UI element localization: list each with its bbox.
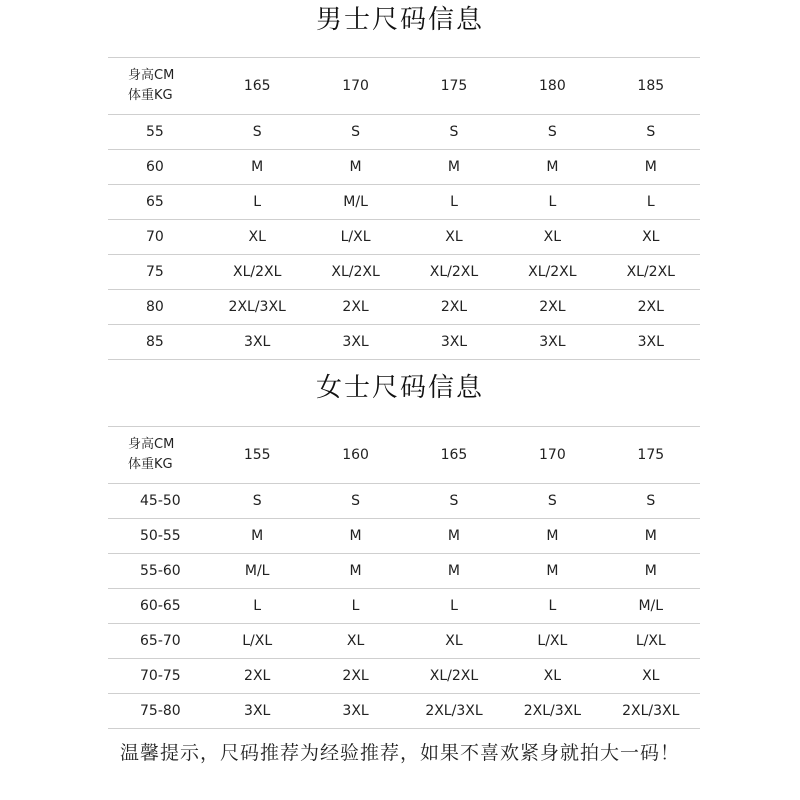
size-cell: S [602,484,700,519]
height-header: 165 [405,427,503,484]
size-cell: L [602,185,700,220]
height-header: 175 [405,58,503,115]
size-tip-text: 温馨提示，尺码推荐为经验推荐，如果不喜欢紧身就拍大一码！ [119,742,680,764]
size-cell: M [405,519,503,554]
weight-kg-label: 体重KG [128,457,173,472]
size-cell: L/XL [602,624,700,659]
size-cell: M [306,554,404,589]
size-cell: XL/2XL [602,255,700,290]
size-cell: L [405,589,503,624]
size-cell: 3XL [306,694,404,729]
height-header: 175 [602,427,700,484]
size-cell: XL [405,624,503,659]
size-cell: XL/2XL [306,255,404,290]
weight-cell: 45-50 [108,484,208,519]
size-cell: 2XL [306,659,404,694]
table-row [108,554,700,589]
men-size-table [108,57,700,360]
women-size-table [108,426,700,729]
table-row [108,150,700,185]
size-cell: M [503,554,601,589]
height-cm-label: 身高CM [128,68,175,83]
height-header: 170 [306,58,404,115]
size-cell: M [602,519,700,554]
header-corner-cell [108,58,208,115]
size-cell: 3XL [602,325,700,360]
size-cell: L/XL [306,220,404,255]
height-cm-label: 身高CM [128,437,175,452]
size-cell: XL [405,220,503,255]
size-cell: 2XL [602,290,700,325]
size-cell: L [208,185,306,220]
size-cell: M [602,150,700,185]
table-row [108,519,700,554]
size-cell: XL/2XL [503,255,601,290]
size-cell: XL/2XL [405,255,503,290]
men-size-title: 男士尺码信息 [315,5,484,35]
size-cell: M [208,519,306,554]
weight-cell: 75-80 [108,694,208,729]
size-cell: M/L [306,185,404,220]
size-cell: M/L [208,554,306,589]
size-cell: XL [208,220,306,255]
size-cell: XL/2XL [405,659,503,694]
table-row [108,484,700,519]
size-cell: S [503,115,601,150]
size-cell: S [306,115,404,150]
size-cell: 2XL/3XL [405,694,503,729]
size-cell: 3XL [405,325,503,360]
table-row [108,694,700,729]
weight-cell: 65 [108,185,208,220]
height-header: 180 [503,58,601,115]
weight-cell: 60-65 [108,589,208,624]
size-cell: L [503,589,601,624]
size-cell: 2XL [503,290,601,325]
size-cell: L [208,589,306,624]
size-cell: S [602,115,700,150]
size-cell: XL [503,659,601,694]
size-cell: M [405,150,503,185]
women-size-title: 女士尺码信息 [315,373,484,403]
size-cell: L/XL [208,624,306,659]
weight-cell: 50-55 [108,519,208,554]
weight-cell: 65-70 [108,624,208,659]
size-cell: L [405,185,503,220]
size-cell: M [503,519,601,554]
size-cell: L [503,185,601,220]
size-cell: S [405,484,503,519]
weight-cell: 75 [108,255,208,290]
size-cell: 2XL/3XL [208,290,306,325]
height-header: 170 [503,427,601,484]
size-cell: S [405,115,503,150]
size-cell: M [208,150,306,185]
size-cell: 2XL/3XL [503,694,601,729]
table-row [108,589,700,624]
table-row [108,185,700,220]
table-header-row [108,58,700,115]
weight-cell: 70 [108,220,208,255]
size-cell: M [405,554,503,589]
height-header: 160 [306,427,404,484]
size-cell: L [306,589,404,624]
weight-cell: 60 [108,150,208,185]
size-cell: 2XL [405,290,503,325]
table-row [108,659,700,694]
size-cell: 3XL [208,325,306,360]
size-cell: XL [602,659,700,694]
header-corner-cell [108,427,208,484]
size-cell: XL [306,624,404,659]
table-row [108,624,700,659]
table-row [108,220,700,255]
size-cell: S [503,484,601,519]
table-row [108,255,700,290]
size-cell: S [306,484,404,519]
size-cell: 3XL [306,325,404,360]
size-cell: M [306,150,404,185]
size-cell: XL/2XL [208,255,306,290]
size-cell: 2XL [306,290,404,325]
size-cell: S [208,115,306,150]
weight-cell: 55 [108,115,208,150]
size-cell: 2XL/3XL [602,694,700,729]
size-cell: XL [503,220,601,255]
height-header: 165 [208,58,306,115]
size-cell: M [503,150,601,185]
weight-cell: 85 [108,325,208,360]
size-cell: M/L [602,589,700,624]
table-header-row [108,427,700,484]
height-header: 155 [208,427,306,484]
weight-cell: 55-60 [108,554,208,589]
weight-kg-label: 体重KG [128,88,173,103]
size-cell: M [306,519,404,554]
size-cell: S [208,484,306,519]
size-cell: 3XL [208,694,306,729]
table-row [108,325,700,360]
weight-cell: 80 [108,290,208,325]
height-header: 185 [602,58,700,115]
size-cell: M [602,554,700,589]
size-cell: XL [602,220,700,255]
size-cell: L/XL [503,624,601,659]
size-cell: 2XL [208,659,306,694]
weight-cell: 70-75 [108,659,208,694]
size-cell: 3XL [503,325,601,360]
table-row [108,290,700,325]
table-row [108,115,700,150]
